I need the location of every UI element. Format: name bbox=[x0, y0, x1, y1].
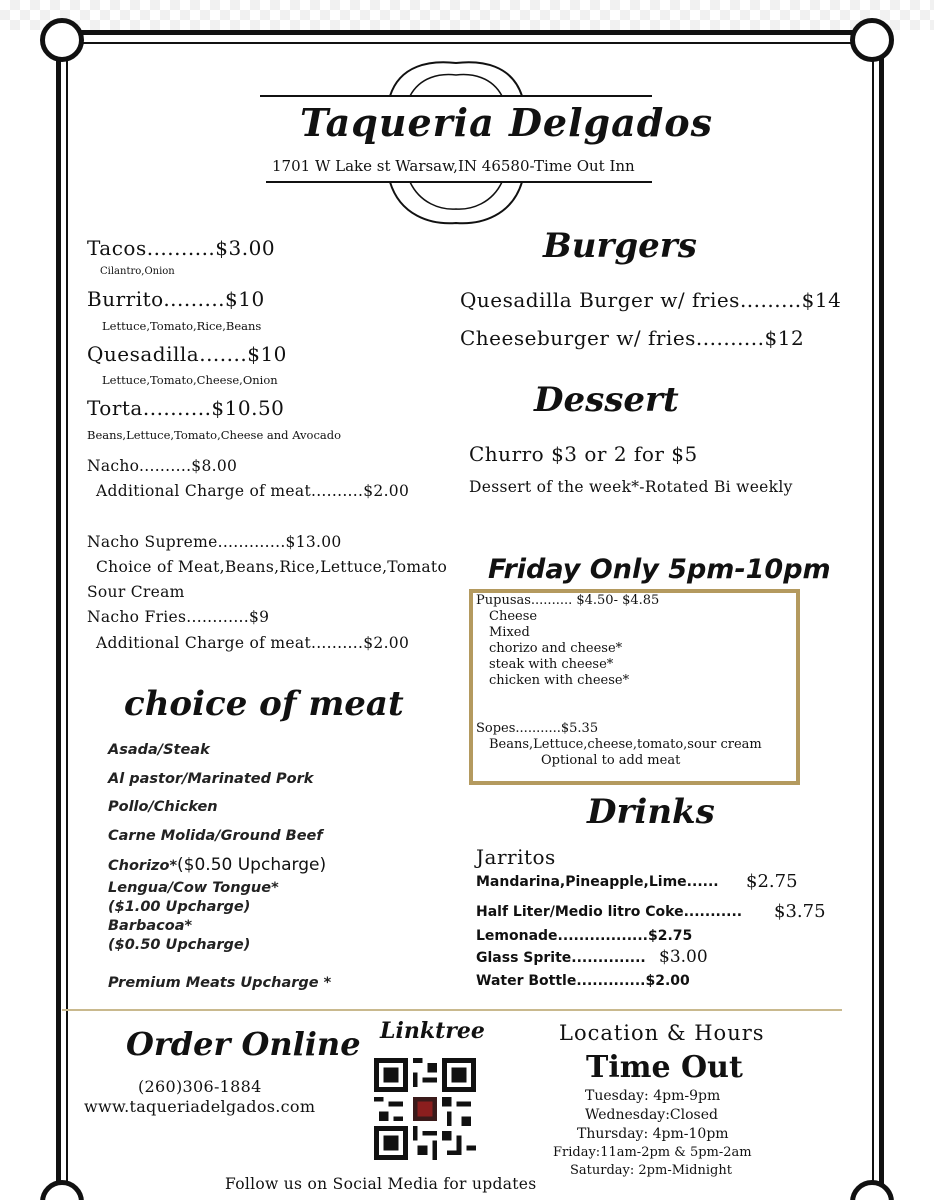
pupusa-option: chicken with cheese* bbox=[489, 673, 630, 688]
header-ornament bbox=[260, 55, 660, 235]
sopes-note: Optional to add meat bbox=[541, 753, 681, 768]
drink-item: Mandarina,Pineapple,Lime...... bbox=[476, 874, 719, 890]
meat-item-upcharge: ($0.50 Upcharge) bbox=[108, 937, 251, 953]
hours-line: Saturday: 2pm-Midnight bbox=[570, 1163, 732, 1178]
menu-item-burrito: Burrito.........$10 bbox=[87, 287, 265, 311]
drink-price: $3.00 bbox=[659, 947, 708, 967]
menu-item-nacho-supreme: Nacho Supreme.............$13.00 bbox=[87, 533, 342, 551]
menu-item-desc: Cilantro,Onion bbox=[100, 266, 175, 277]
hours-line: Wednesday:Closed bbox=[585, 1107, 718, 1123]
meat-heading: choice of meat bbox=[124, 684, 404, 724]
hours-line: Thursday: 4pm-10pm bbox=[577, 1126, 729, 1142]
menu-item-nacho-fries: Nacho Fries............$9 bbox=[87, 608, 270, 626]
meat-item-chorizo bbox=[108, 855, 326, 875]
burgers-heading: Burgers bbox=[543, 226, 697, 266]
drink-item: Lemonade.................$2.75 bbox=[476, 928, 693, 944]
restaurant-address: 1701 W Lake st Warsaw,IN 46580-Time Out Inn bbox=[272, 157, 635, 175]
menu-item-desc: Choice of Meat,Beans,Rice,Lettuce,Tomato bbox=[96, 558, 448, 576]
menu-item-quesadilla-burger: Quesadilla Burger w/ fries.........$14 bbox=[460, 288, 842, 312]
hours-line: Tuesday: 4pm-9pm bbox=[585, 1088, 721, 1104]
meat-item-name: Chorizo* bbox=[108, 858, 178, 874]
meat-item-upcharge: ($1.00 Upcharge) bbox=[108, 899, 251, 915]
corner-ornament-top-right bbox=[850, 18, 894, 62]
menu-item-desc: Lettuce,Tomato,Rice,Beans bbox=[102, 319, 262, 333]
dessert-of-week: Dessert of the week*-Rotated Bi weekly bbox=[469, 478, 793, 496]
order-online-heading: Order Online bbox=[126, 1025, 361, 1063]
linktree-qr-code[interactable] bbox=[374, 1058, 476, 1160]
menu-item-sopes: Sopes...........$5.35 bbox=[476, 721, 599, 736]
linktree-label: Linktree bbox=[380, 1018, 485, 1044]
meat-item: Lengua/Cow Tongue* bbox=[108, 880, 279, 896]
meat-item: Barbacoa* bbox=[108, 918, 193, 934]
meat-item: Pollo/Chicken bbox=[108, 799, 218, 815]
pupusa-option: Cheese bbox=[489, 609, 538, 624]
drink-item: Water Bottle.............$2.00 bbox=[476, 973, 690, 989]
meat-premium-note: Premium Meats Upcharge * bbox=[108, 975, 332, 991]
menu-item-extra: Additional Charge of meat..........$2.00 bbox=[96, 634, 410, 652]
meat-item: Al pastor/Marinated Pork bbox=[108, 771, 314, 787]
meat-item: Asada/Steak bbox=[108, 742, 210, 758]
drinks-heading: Drinks bbox=[587, 792, 715, 832]
hours-line: Friday:11am-2pm & 5pm-2am bbox=[553, 1145, 752, 1160]
menu-item-desc: Lettuce,Tomato,Cheese,Onion bbox=[102, 373, 278, 387]
drink-jarritos: Jarritos bbox=[476, 845, 556, 869]
menu-item-pupusas: Pupusas.......... $4.50- $4.85 bbox=[476, 593, 660, 608]
sopes-desc: Beans,Lettuce,cheese,tomato,sour cream bbox=[489, 737, 762, 752]
background-strip bbox=[0, 0, 934, 30]
friday-heading: Friday Only 5pm-10pm bbox=[488, 554, 831, 585]
meat-item-upcharge: ($0.50 Upcharge) bbox=[177, 855, 327, 875]
website-link[interactable]: www.taqueriadelgados.com bbox=[84, 1097, 316, 1116]
corner-ornament-top-left bbox=[40, 18, 84, 62]
menu-item-cheeseburger: Cheeseburger w/ fries..........$12 bbox=[460, 326, 805, 350]
pupusa-option: chorizo and cheese* bbox=[489, 641, 623, 656]
drink-price: $2.75 bbox=[746, 871, 798, 892]
menu-item-tacos: Tacos..........$3.00 bbox=[87, 236, 276, 260]
social-media-note: Follow us on Social Media for updates bbox=[225, 1175, 537, 1193]
drink-item: Half Liter/Medio litro Coke........... bbox=[476, 904, 743, 920]
restaurant-name: Taqueria Delgados bbox=[300, 100, 714, 145]
phone-number[interactable]: (260)306-1884 bbox=[138, 1077, 262, 1096]
location-hours-heading: Location & Hours bbox=[559, 1021, 765, 1045]
menu-item-extra: Additional Charge of meat..........$2.00 bbox=[96, 482, 410, 500]
dessert-heading: Dessert bbox=[534, 380, 679, 420]
menu-item-churro: Churro $3 or 2 for $5 bbox=[469, 442, 698, 466]
footer-divider bbox=[62, 1009, 842, 1011]
menu-item-quesadilla: Quesadilla.......$10 bbox=[87, 342, 287, 366]
menu-item-desc: Sour Cream bbox=[87, 583, 185, 601]
menu-item-nacho: Nacho..........$8.00 bbox=[87, 457, 238, 475]
meat-item: Carne Molida/Ground Beef bbox=[108, 828, 323, 844]
drink-price: $3.75 bbox=[774, 901, 826, 922]
menu-item-desc: Beans,Lettuce,Tomato,Cheese and Avocado bbox=[87, 428, 342, 442]
pupusa-option: Mixed bbox=[489, 625, 530, 640]
pupusa-option: steak with cheese* bbox=[489, 657, 614, 672]
drink-item: Glass Sprite.............. bbox=[476, 950, 646, 966]
venue-name: Time Out bbox=[586, 1050, 743, 1085]
menu-item-torta: Torta..........$10.50 bbox=[87, 396, 285, 420]
